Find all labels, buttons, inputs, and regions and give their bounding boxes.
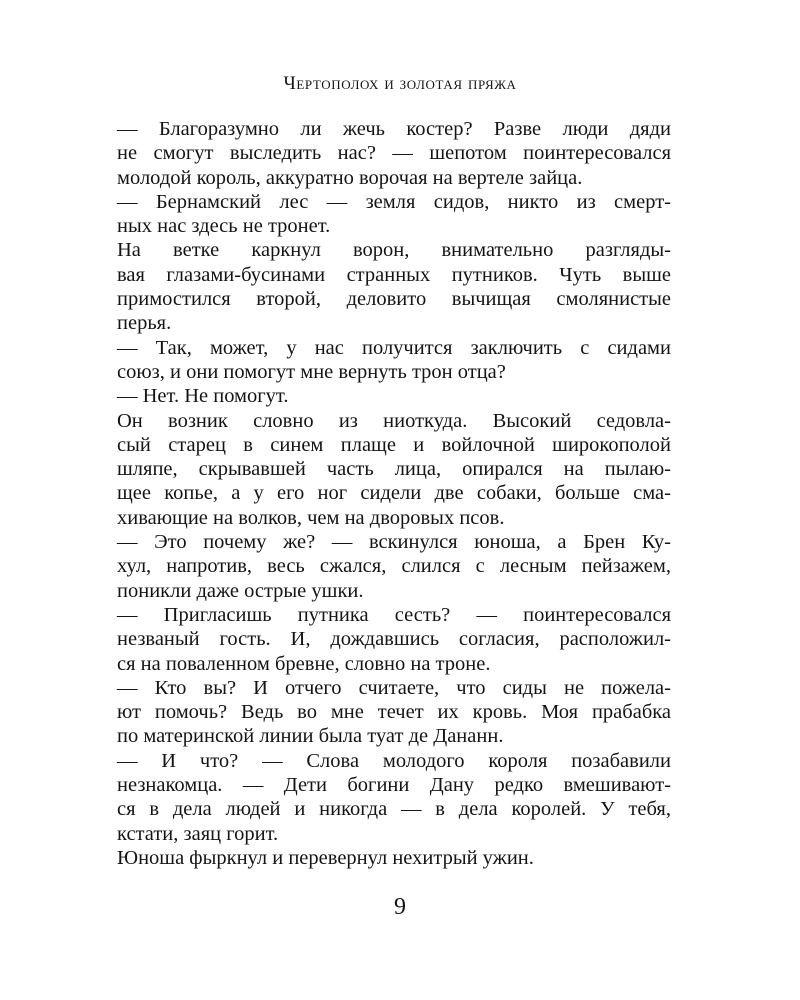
paragraph [117, 238, 671, 335]
text-line: — Пригласишь путника сесть? — поинтересовался [117, 603, 671, 626]
text-line: сый старец в синем плаще и войлочной широкополой [117, 433, 671, 456]
running-head: Чертополох и золотая пряжа [283, 73, 517, 94]
paragraph [117, 676, 671, 749]
text-line: молодой король, аккуратно ворочая на вертеле зайца. [117, 166, 583, 189]
text-line: союз, и они помогут мне вернуть трон отца? [117, 360, 506, 383]
text-line: На ветке каркнул ворон, внимательно разгляды- [117, 239, 671, 262]
text-line: не смогут выследить нас? — шепотом поинтересовался [117, 142, 671, 165]
paragraph [117, 190, 671, 239]
text-line: хул, напротив, весь сжался, слился с лесным пейзажем, [117, 555, 671, 578]
text-line: Он возник словно из ниоткуда. Высокий седовла- [117, 409, 671, 432]
body-text [117, 117, 671, 870]
text-line: примостился второй, деловито вычищая смолянистые [117, 288, 671, 311]
text-line: ют помочь? Ведь во мне течет их кровь. Моя прабабка [117, 701, 671, 724]
text-line: Юноша фыркнул и перевернул нехитрый ужин. [117, 846, 534, 869]
paragraph [117, 846, 671, 870]
text-line: — Бернамский лес — земля сидов, никто из смерт- [117, 190, 671, 213]
paragraph [117, 530, 671, 603]
text-line: незваный гость. И, дождавшись согласия, расположил- [117, 628, 671, 651]
page-number: 9 [394, 894, 406, 920]
text-line: — Благоразумно ли жечь костер? Разве люди дяди [117, 118, 671, 140]
text-line: ся в дела людей и никогда — в дела королей. У тебя, [117, 798, 671, 821]
text-line: ся на поваленном бревне, словно на троне. [117, 652, 491, 675]
text-line: вая глазами-бусинами странных путников. Чуть выше [117, 263, 671, 286]
text-line: незнакомца. — Дети богини Дану редко вмешивают- [117, 774, 671, 797]
text-line: шляпе, скрывавшей часть лица, опирался на пылаю- [117, 458, 671, 481]
text-line: — Нет. Не помогут. [117, 385, 289, 408]
text-line: перья. [117, 312, 172, 335]
paragraph [117, 384, 671, 408]
text-line: хивающие на волков, чем на дворовых псов. [117, 506, 505, 529]
text-line: — И что? — Слова молодого короля позабавили [117, 749, 671, 772]
text-line: поникли даже острые ушки. [117, 579, 364, 602]
text-line: ных нас здесь не тронет. [117, 215, 331, 238]
paragraph [117, 749, 671, 846]
text-line: — Кто вы? И отчего считаете, что сиды не пожела- [117, 676, 671, 699]
paragraph [117, 336, 671, 385]
text-line: — Так, может, у нас получится заключить с сидами [117, 336, 671, 359]
paragraph [117, 409, 671, 530]
text-line: — Это почему же? — вскинулся юноша, а Брен Ку- [117, 531, 671, 554]
paragraph [117, 117, 671, 190]
text-line: кстати, заяц горит. [117, 822, 279, 845]
text-line: щее копье, а у его ног сидели две собаки, больше сма- [117, 482, 671, 505]
paragraph [117, 603, 671, 676]
text-line: по материнской линии была туат де Дананн. [117, 725, 504, 748]
